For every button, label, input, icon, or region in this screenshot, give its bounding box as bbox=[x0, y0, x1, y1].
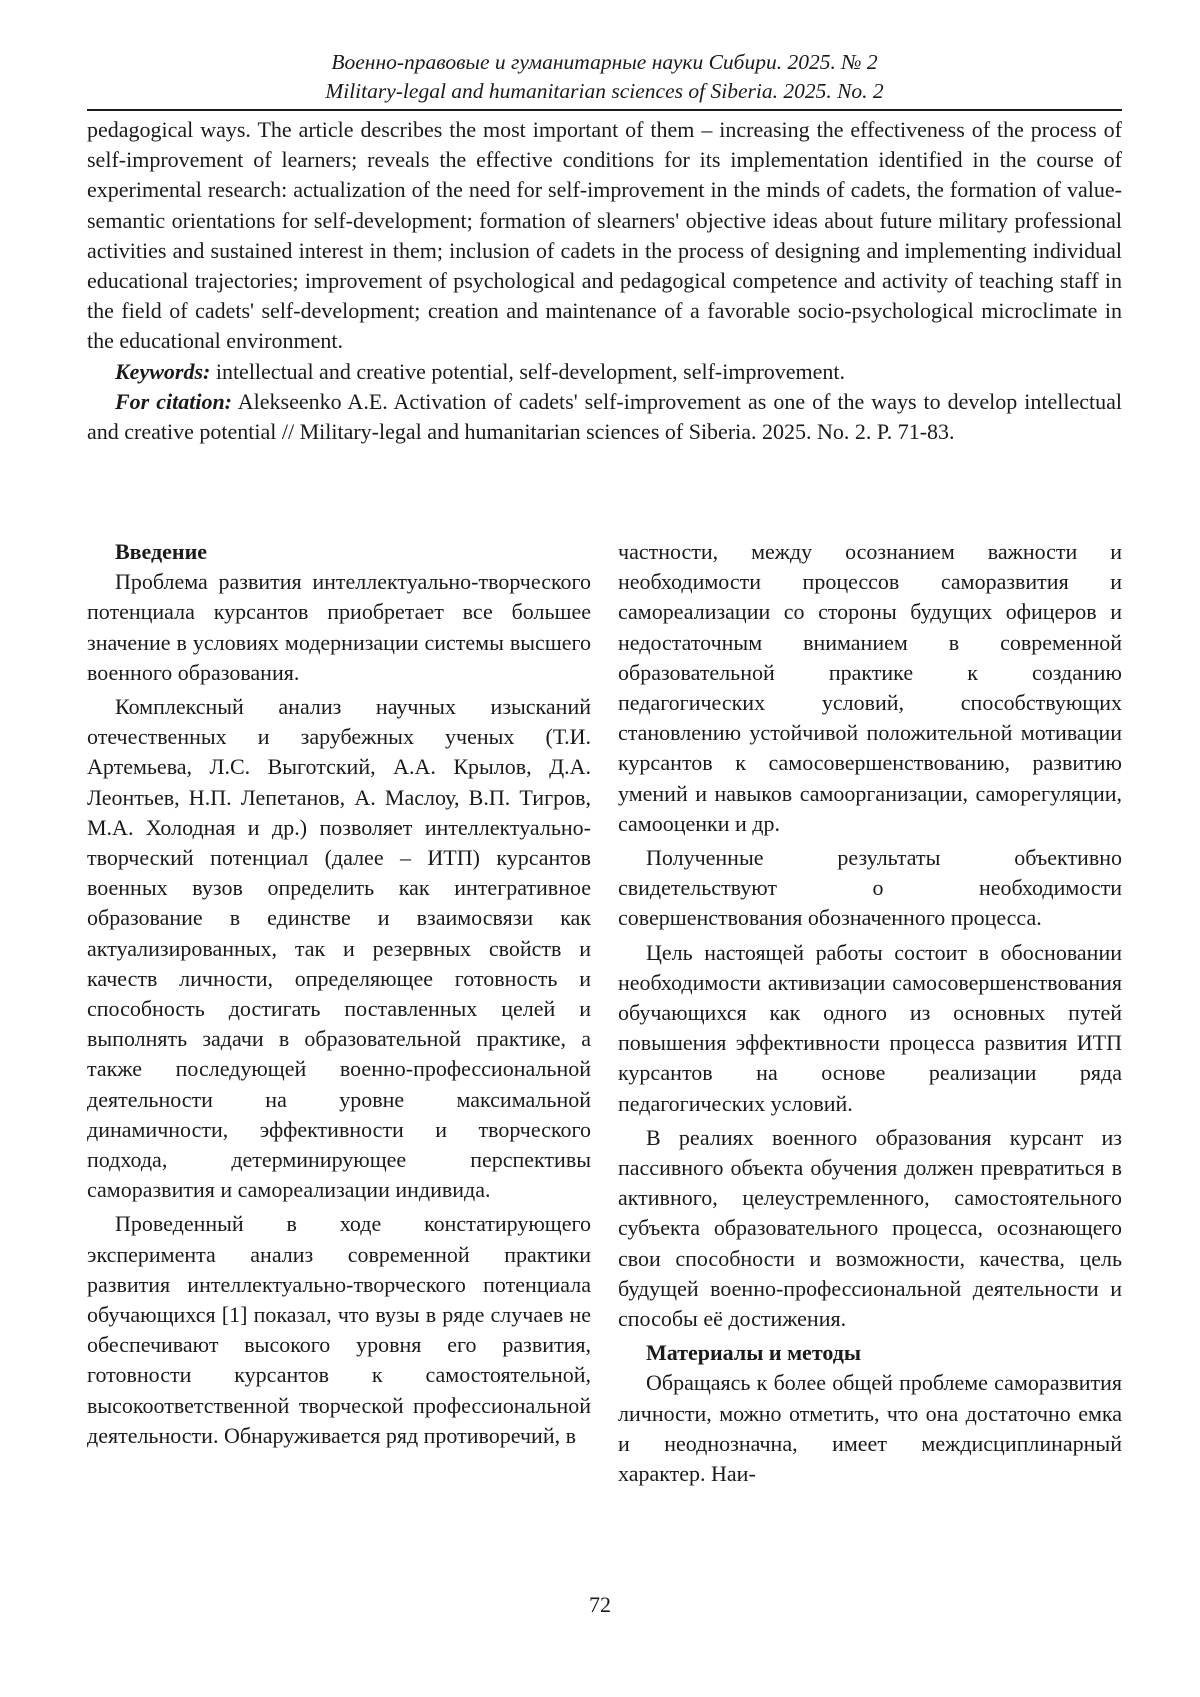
journal-title-en: Military-legal and humanitarian sciences of Siberia. 2025. No. 2 bbox=[325, 79, 884, 103]
citation-label: For citation: bbox=[115, 388, 233, 414]
citation-line bbox=[87, 387, 1122, 447]
page bbox=[87, 0, 1122, 1487]
right-column bbox=[618, 537, 1122, 1493]
paragraph: Полученные результаты объективно свидетельствуют о необходимости совершенствования обозначенного процесса. bbox=[618, 845, 1122, 931]
paragraph: Цель настоящей работы состоит в обосновании необходимости активизации самосовершенствования обучающихся как одного из основных путей повышения эффективности процесса развития ИТП курсантов на основе реализации ряда педагогических условий. bbox=[618, 939, 1122, 1116]
paragraph-continued: частности, между осознанием важности и необходимости процессов саморазвития и самореализации со стороны будущих офицеров и недостаточным вниманием в современной образовательной практике к созданию педагогических условий, способствующих становлению устойчивой положительной мотивации курсантов к самосовершенствованию, развитию умений и навыков самоорганизации, саморегуляции, самооценки и др. bbox=[618, 539, 1122, 836]
paragraph: Обращаясь к более общей проблеме саморазвития личности, можно отметить, что она достаточно емка и неоднозначна, имеет междисциплинарный характер. Наи- bbox=[618, 1370, 1122, 1487]
abstract-text: pedagogical ways. The article describes the most important of them – increasing the effectiveness of the process of self-improvement of learners; reveals the effective conditions for its implementation identified in the course of experimental research: actualization of the need for self-improvement in the minds of cadets, the formation of value-semantic orientations for self-development; formation of slearners' objective ideas about future military professional activities and sustained interest in them; inclusion of cadets in the process of designing and implementing individual educational trajectories; improvement of psychological and pedagogical competence and activity of teaching staff in the field of cadets' self-development; creation and maintenance of a favorable socio-psychological microclimate in the educational environment. bbox=[87, 117, 1122, 354]
citation-text: Alekseenko A.E. Activation of cadets' self-improvement as one of the ways to develop intellectual and creative potential // Military-legal and humanitarian sciences of Siberia. 2025. No. 2. P. 71-83. bbox=[87, 388, 1122, 445]
section-heading-methods: Материалы и методы bbox=[646, 1340, 862, 1366]
keywords-label: Keywords: bbox=[115, 358, 211, 384]
keywords-line bbox=[87, 357, 1122, 387]
keywords-text: intellectual and creative potential, self-development, self-improvement. bbox=[210, 358, 846, 384]
left-column bbox=[87, 537, 591, 1493]
section-heading-introduction: Введение bbox=[115, 539, 208, 564]
paragraph: Проблема развития интеллектуально-творческого потенциала курсантов приобретает все большее значение в условиях модернизации системы высшего военного образования. bbox=[87, 569, 591, 685]
header-divider bbox=[87, 109, 1122, 111]
abstract bbox=[87, 115, 1122, 447]
paragraph: Комплексный анализ научных изысканий отечественных и зарубежных ученых (Т.И. Артемьева, Л.С. Выготский, А.А. Крылов, Д.А. Леонтьев, Н.П. Лепетанов, А. Маслоу, В.П. Тигров, М.А. Холодная и др.) позволяет интеллектуально-творческий потенциал (далее – ИТП) курсантов военных вузов определить как интегративное образование в единстве и взаимосвязи как актуализированных, так и резервных свойств и качеств личности, определяющее готовность и способность достигать поставленных целей и выполнять задачи в образовательной практике, а также последующей военно-профессиональной деятельности на уровне максимальной динамичности, эффективности и творческого подхода, детерминирующее перспективы саморазвития и самореализации индивида. bbox=[87, 694, 591, 1203]
body-columns bbox=[87, 537, 1122, 1493]
journal-title-ru: Военно-правовые и гуманитарные науки Сибири. 2025. № 2 bbox=[331, 50, 878, 74]
paragraph: Проведенный в ходе констатирующего эксперимента анализ современной практики развития интеллектуально-творческого потенциала обучающихся [1] показал, что вузы в ряде случаев не обеспечивают высокого уровня его развития, готовности курсантов к самостоятельной, высокоответственной творческой профессиональной деятельности. Обнаруживается ряд противоречий, в bbox=[87, 1211, 591, 1448]
page-number: 72 bbox=[589, 1592, 611, 1617]
journal-header bbox=[87, 0, 1122, 106]
paragraph: В реалиях военного образования курсант из пассивного объекта обучения должен превратиться в активного, целеустремленного, самостоятельного субъекта образовательного процесса, осознающего свои способности и возможности, качества, цель будущей военно-профессиональной деятельности и способы её достижения. bbox=[618, 1124, 1122, 1332]
